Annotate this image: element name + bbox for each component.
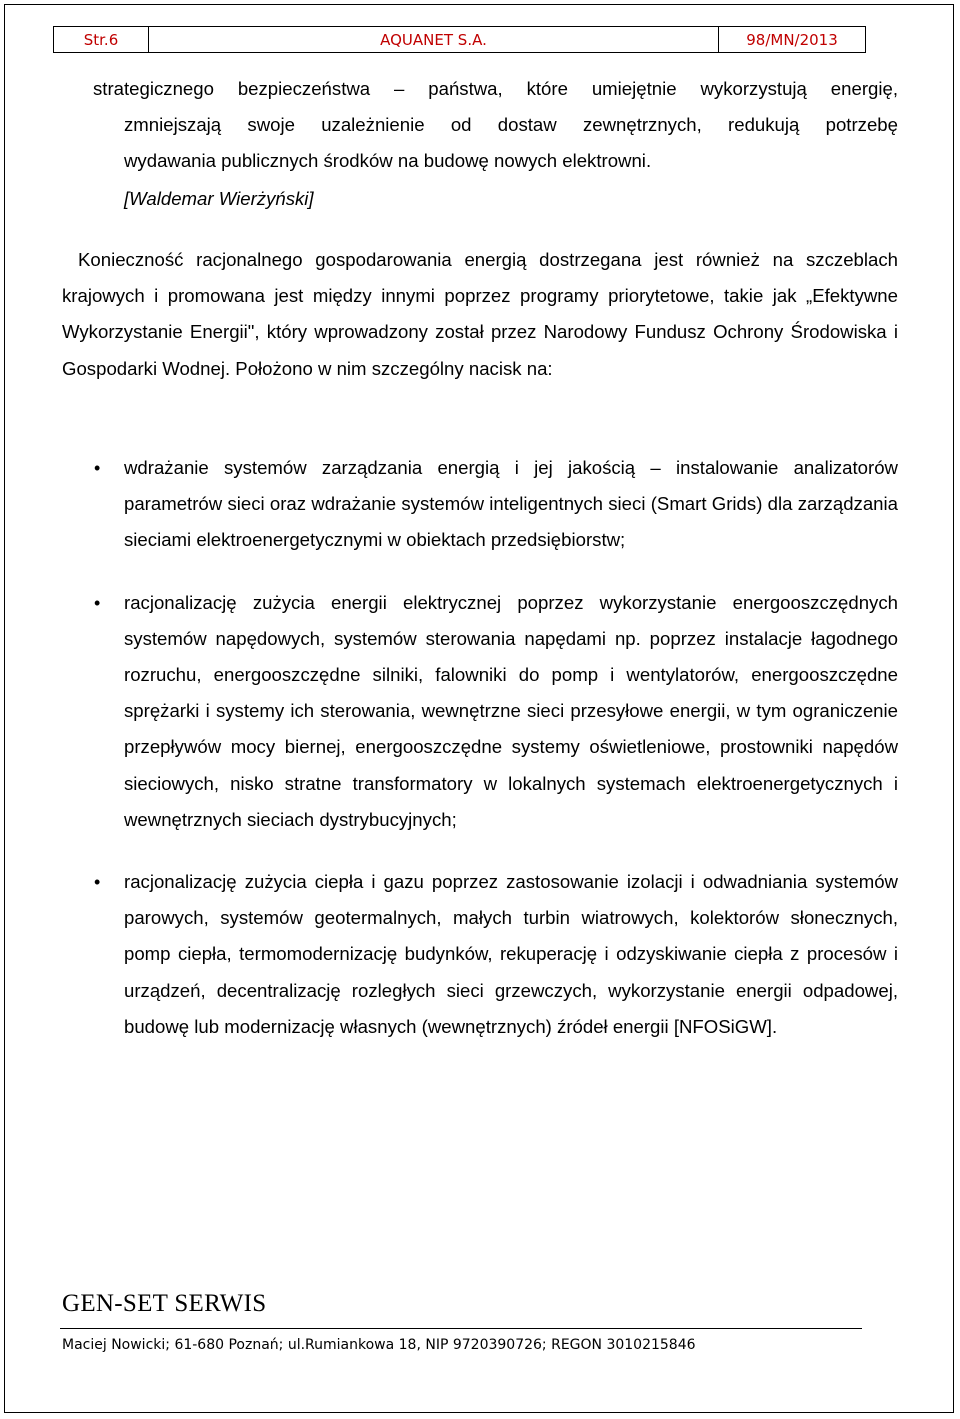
bullet-icon: • (94, 592, 101, 613)
list-item-text: racjonalizację zużycia energii elektrycznej poprzez wykorzystanie energooszczędnych systemów napędowych, systemów sterowania napędami np. poprzez instalacje łagodnego rozruchu, energooszczędne silniki, falowniki do pomp i wentylatorów, energooszczędne sprężarki i systemy ich sterowania, wewnętrzne sieci przesyłowe energii, w tym ograniczenie przepływów mocy biernej, energooszczędne systemy oświetleniowe, prostowniki napędów sieciowych, nisko stratne transformatory w lokalnych systemach elektroenergetycznych i wewnętrznych sieciach dystrybucyjnych; (124, 591, 898, 830)
intro-line-3: wydawania publicznych środków na budowę nowych elektrowni. (124, 150, 652, 171)
intro-line-1: strategicznego bezpieczeństwa – państwa, które umiejętnie wykorzystują energię, (93, 78, 898, 99)
measures-list (62, 450, 898, 1045)
footer-address: Maciej Nowicki; 61-680 Poznań; ul.Rumiankowa 18, NIP 9720390726; REGON 3010215846 (62, 1337, 696, 1353)
page-header (53, 26, 866, 53)
list-item-text: racjonalizację zużycia ciepła i gazu poprzez zastosowanie izolacji i odwadniania systemów parowych, systemów geotermalnych, małych turbin wiatrowych, kolektorów słonecznych, pomp ciepła, termomodernizację budynków, rekuperację i odzyskiwanie ciepła z procesów i urządzeń, decentralizację rozległych sieci grzewczych, wykorzystanie energii odpadowej, budowę lub modernizację własnych (wewnętrznych) źródeł energii [NFOSiGW]. (124, 871, 898, 1037)
footer-divider (60, 1328, 862, 1329)
list-item (62, 864, 898, 1045)
list-item (62, 585, 898, 838)
intro-line-2: zmniejszają swoje uzależnienie od dostaw zewnętrznych, redukują potrzebę (124, 114, 898, 135)
bullet-icon: • (94, 458, 101, 478)
footer-brand: GEN-SET SERWIS (62, 1290, 267, 1317)
header-page-label: Str.6 (54, 27, 149, 52)
quote-author: [Waldemar Wierżyński] (124, 188, 314, 209)
list-item (62, 450, 898, 559)
header-company: AQUANET S.A. (380, 30, 487, 49)
header-doc-number: 98/MN/2013 (718, 27, 865, 52)
main-paragraph: Konieczność racjonalnego gospodarowania energią dostrzegana jest również na szczeblach krajowych i promowana jest między innymi poprzez programy priorytetowe, takie jak „Efektywne Wykorzystanie Energii", który wprowadzony został przez Narodowy Fundusz Ochrony Środowiska i Gospodarki Wodnej. Położono w nim szczególny nacisk na: (62, 249, 898, 379)
bullet-icon: • (94, 872, 101, 893)
intro-paragraph (93, 71, 898, 179)
list-item-text: wdrażanie systemów zarządzania energią i jej jakością – instalowanie analizatorów parametrów sieci oraz wdrażanie systemów inteligentnych sieci (Smart Grids) dla zarządzania sieciami elektroenergetycznymi w obiektach przedsiębiorstw; (124, 457, 898, 551)
